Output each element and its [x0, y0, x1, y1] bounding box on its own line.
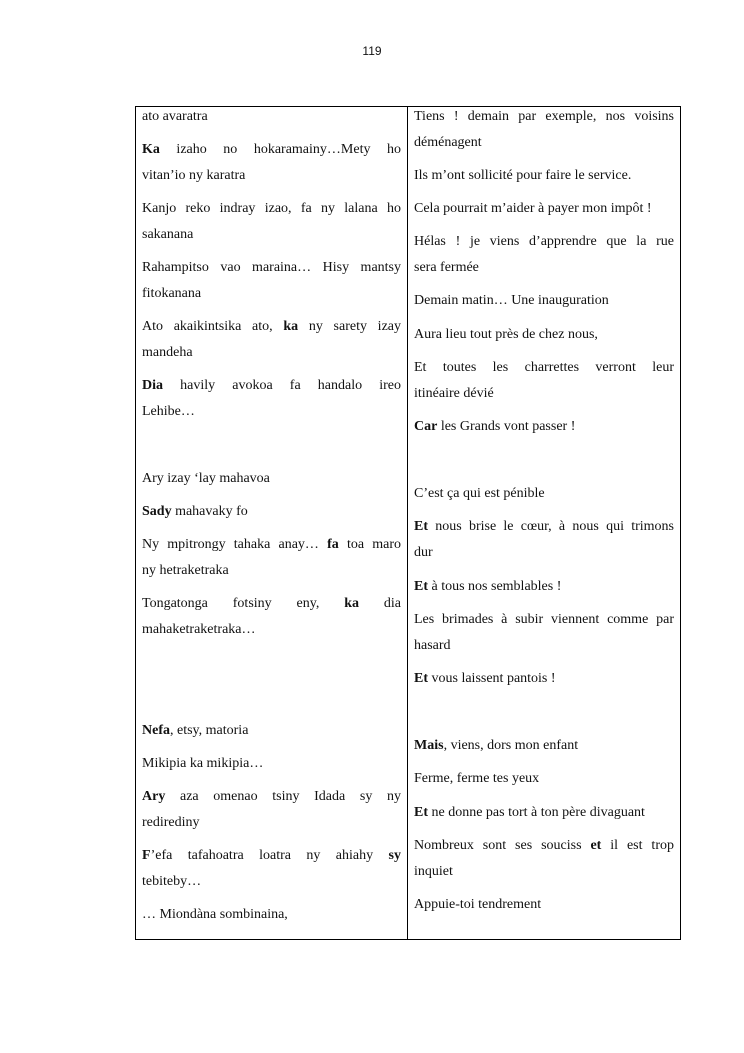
right-line: Et toutes les charrettes verront leur — [414, 360, 674, 375]
right-line: Mais, viens, dors mon enfant — [414, 738, 579, 753]
left-line: Ary izay ‘lay mahavoa — [142, 471, 270, 486]
left-line: tebiteby… — [142, 874, 202, 889]
right-line: Aura lieu tout près de chez nous, — [414, 327, 598, 342]
left-line: Tongatonga fotsiny eny, ka dia — [142, 596, 401, 611]
right-line: hasard — [414, 638, 451, 653]
right-line: inquiet — [414, 864, 453, 879]
right-line: déménagent — [414, 135, 482, 150]
right-line: itinéaire dévié — [414, 386, 494, 401]
right-line: Cela pourrait m’aider à payer mon impôt ! — [414, 201, 652, 216]
right-line: Les brimades à subir viennent comme par — [414, 612, 674, 627]
right-line: Appuie-toi tendrement — [414, 897, 542, 912]
left-line: sakanana — [142, 227, 194, 242]
left-line: Mikipia ka mikipia… — [142, 756, 264, 771]
right-line: Et à tous nos semblables ! — [414, 579, 562, 594]
left-line: mahaketraketraka… — [142, 622, 256, 637]
left-line: … Miondàna sombinaina, — [142, 907, 288, 922]
left-line: F’efa tafahoatra loatra ny ahiahy sy — [142, 848, 401, 863]
right-line: Et ne donne pas tort à ton père divaguant — [414, 805, 645, 820]
right-line: Car les Grands vont passer ! — [414, 419, 576, 434]
right-line: C’est ça qui est pénible — [414, 486, 545, 501]
right-line: sera fermée — [414, 260, 479, 275]
left-line: Dia havily avokoa fa handalo ireo — [142, 378, 401, 393]
column-divider — [407, 107, 408, 939]
left-line: vitan’io ny karatra — [142, 168, 246, 183]
left-line: Ato akaikintsika ato, ka ny sarety izay — [142, 319, 401, 334]
poem-translation-table — [135, 106, 681, 940]
left-line: ny hetraketraka — [142, 563, 229, 578]
left-line: ato avaratra — [142, 109, 208, 124]
left-line: redirediny — [142, 815, 200, 830]
left-line: Lehibe… — [142, 404, 195, 419]
page-number: 119 — [362, 44, 382, 58]
left-line: Sady mahavaky fo — [142, 504, 248, 519]
right-line: dur — [414, 545, 433, 560]
left-line: Rahampitso vao maraina… Hisy mantsy — [142, 260, 401, 275]
right-line: Et nous brise le cœur, à nous qui trimons — [414, 519, 674, 534]
right-line: Ferme, ferme tes yeux — [414, 771, 540, 786]
left-line: Ka izaho no hokaramainy…Mety ho — [142, 142, 401, 157]
right-line: Nombreux sont ses souciss et il est trop — [414, 838, 674, 853]
right-line: Tiens ! demain par exemple, nos voisins — [414, 109, 674, 124]
left-line: Ary aza omenao tsiny Idada sy ny — [142, 789, 401, 804]
right-line: Et vous laissent pantois ! — [414, 671, 556, 686]
left-line: Kanjo reko indray izao, fa ny lalana ho — [142, 201, 401, 216]
left-line: mandeha — [142, 345, 193, 360]
right-line: Demain matin… Une inauguration — [414, 293, 609, 308]
right-line: Ils m’ont sollicité pour faire le service. — [414, 168, 632, 183]
left-line: Nefa, etsy, matoria — [142, 723, 249, 738]
left-line: fitokanana — [142, 286, 202, 301]
left-line: Ny mpitrongy tahaka anay… fa toa maro — [142, 537, 401, 552]
right-line: Hélas ! je viens d’apprendre que la rue — [414, 234, 674, 249]
